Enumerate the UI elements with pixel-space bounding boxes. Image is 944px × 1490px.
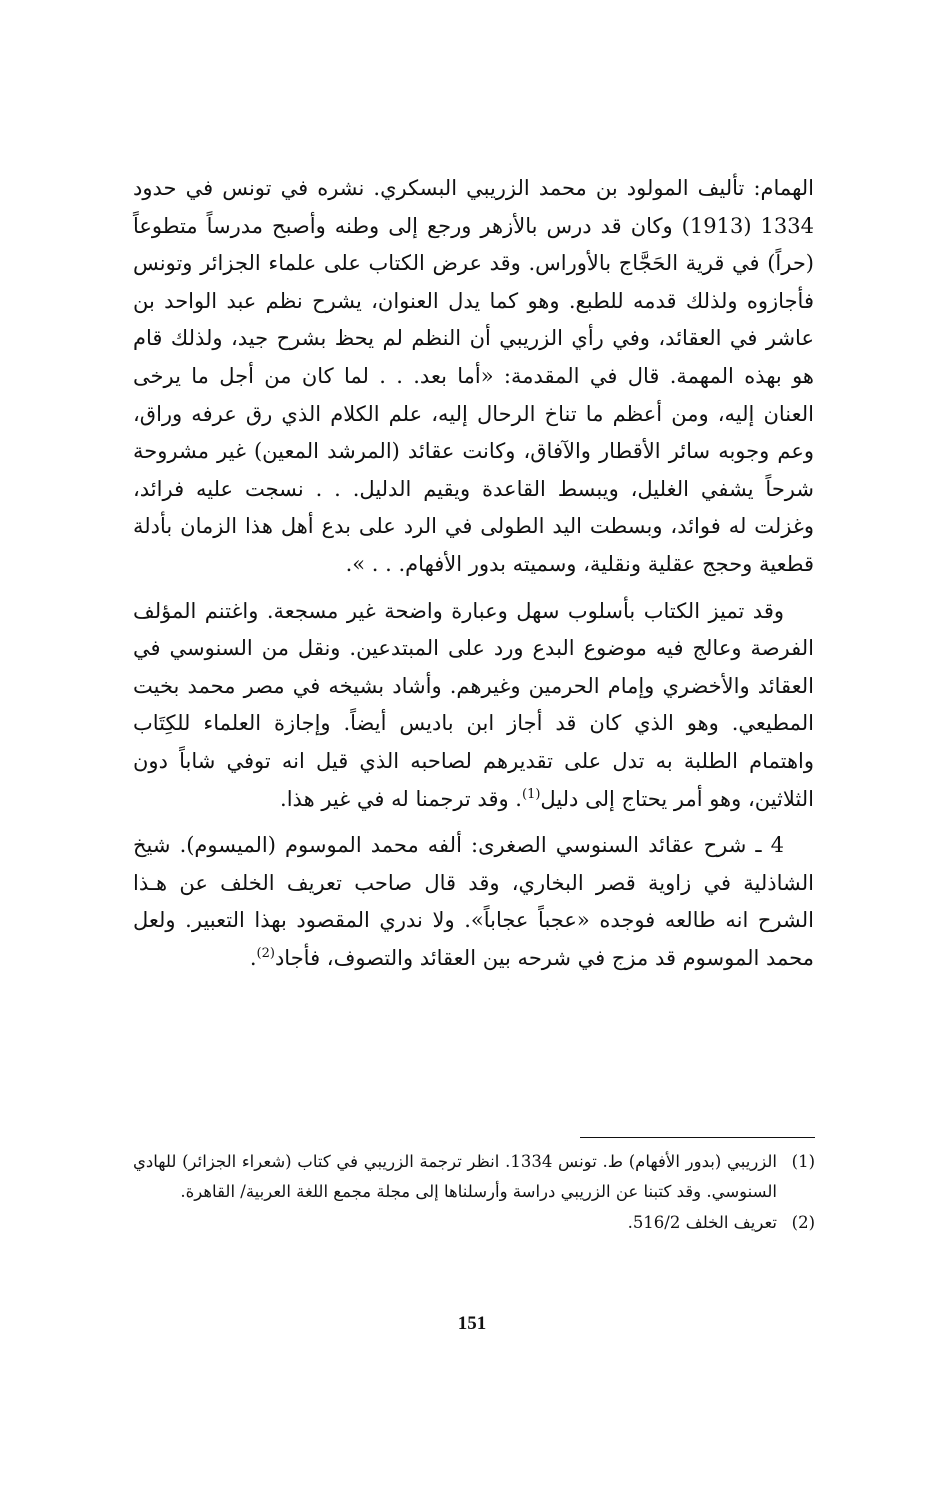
footnote-ref-1[interactable]: (1) [521,786,541,802]
footnote-text: تعريف الخلف 516/2. [627,1213,777,1232]
body-text [133,170,814,977]
paragraph-3: 4 ـ شرح عقائد السنوسي الصغرى: ألفه محمد الموسوم (الميسوم). شيخ الشاذلية في زاوية قصر البخاري، وقد قال صاحب تعريف الخلف عن هـذا الشرح انه طالعه فوجده «عجباً عجاباً». ولا ندري المقصود بهذا التعبير. ولعل محمد الموسوم قد مزج في شرحه بين العقائد والتصوف، فأجاد$^{(2)}$. [133,833,814,970]
footnote-number: (2) [791,1213,815,1232]
footnote-text: الزريبي (بدور الأفهام) ط. تونس 1334. انظر ترجمة الزريبي في كتاب (شعراء الجزائر) للهادي السنوسي. وقد كتبنا عن الزريبي دراسة وأرسلناها إلى مجلة مجمع اللغة العربية/ القاهرة. [133,1152,778,1201]
paragraph-2: وقد تميز الكتاب بأسلوب سهل وعبارة واضحة غير مسجعة. واغتنم المؤلف الفرصة وعالج فيه موضوع البدع ورد على المبتدعين. ونقل من السنوسي في العقائد والأخضري وإمام الحرمين وغيرهم. وأشاد بشيخه في مصر محمد بخيت المطيعي. وهو الذي كان قد أجاز ابن باديس أيضاً. وإجازة العلماء للكِتَاب واهتمام الطلبة به تدل على تقديرهم لصاحبه الذي قيل انه توفي شاباً دون الثلاثين، وهو أمر يحتاج إلى دليل$^{(1)}$. وقد ترجمنا له في غير هذا. [133,598,814,811]
paragraph-1: الهمام: تأليف المولود بن محمد الزريبي البسكري. نشره في تونس في حدود 1334 (1913) وكان قد درس بالأزهر ورجع إلى وطنه وأصبح مدرساً متطوعاً (حراً) في قرية الحَجَّاج بالأوراس. وقد عرض الكتاب على علماء الجزائر وتونس فأجازوه ولذلك قدمه للطبع. وهو كما يدل العنوان، يشرح نظم عبد الواحد بن عاشر في العقائد، وفي رأي الزريبي أن النظم لم يحظ بشرح جيد، ولذلك قام هو بهذه المهمة. قال في المقدمة: «أما بعد. . . لما كان من أجل ما يرخى العنان إليه، ومن أعظم ما تناخ الرحال إليه، علم الكلام الذي رق عرفه وراق، وعم وجوبه سائر الأقطار والآفاق، وكانت عقائد (المرشد المعين) غير مشروحة شرحاً يشفي الغليل، ويبسط القاعدة ويقيم الدليل. . . نسجت عليه فرائد، وغزلت له فوائد، وبسطت اليد الطولى في الرد على بدع أهل هذا الزمان بأدلة قطعية وحجج عقلية ونقلية، وسميته بدور الأفهام. . . ». [133,176,814,576]
footnote-ref-2[interactable]: (2) [256,945,275,961]
footnote-1 [133,1147,815,1206]
footnotes [133,1147,815,1240]
footnote-2 [133,1208,815,1238]
page-number: 151 [457,1313,487,1334]
footnote-number: (1) [791,1152,815,1171]
footnote-divider [580,1137,815,1138]
